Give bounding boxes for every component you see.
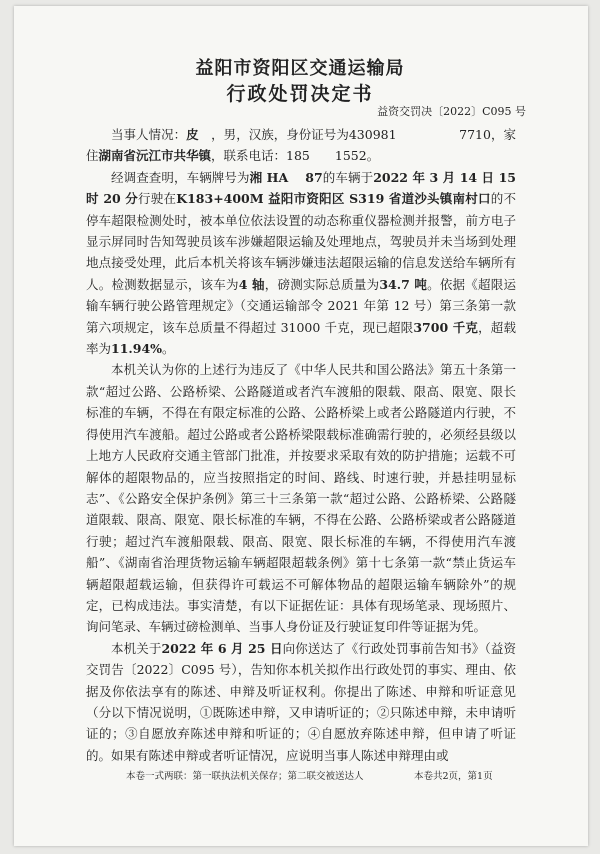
party-id-info: ，男，汉族，身份证号为430981 7710，家住 xyxy=(86,127,516,164)
party-address: 湖南省沅江市共华镇 xyxy=(98,148,212,164)
notification-paragraph xyxy=(86,638,516,766)
document-number: 益资交罚决〔2022〕C095 号 xyxy=(377,105,526,118)
text-segment: 向你送达了《行政处罚事前告知书》（益资交罚告〔2022〕C095 号），告知你本机关拟作出行政处罚的事实、理由、依据及你依法享有的陈述、申辩及听证权利。你提出了陈述、申辩和听证意见（分以下情况说明，①既陈述申辩，又申请听证的；②只陈述申辩，未申请听证的；③自愿放弃陈述申辩和听证的；④自愿放弃陈述申辩，但申请了听证的。如果有陈述申辩或者听证情况，应说明当事人陈述申辩理由或 xyxy=(86,640,516,763)
party-name: 皮 xyxy=(186,127,212,142)
legal-basis-paragraph: 本机关认为你的上述行为违反了《中华人民共和国公路法》第五十条第一款“超过公路、公路桥梁、公路隧道或者汽车渡船的限载、限高、限宽、限长标准的车辆，不得在有限定标准的公路、公路桥梁上或者公路隧道内行驶，不得使用汽车渡船。超过公路或者公路桥梁限载标准确需行驶的，必须经县级以上地方人民政府交通主管部门批准，并按要求采取有效的防护措施；运载不可解体的超限物品的，应当按照指定的时间、路线、时速行驶，并悬挂明显标志”、《公路安全保护条例》第三十三条第一款“超过公路、公路桥梁、公路隧道限载、限高、限宽、限长标准的车辆，不得在公路、公路桥梁或者公路隧道行驶；超过汽车渡船限载、限高、限宽、限长标准的车辆，不得使用汽车渡船”、《湖南省治理货物运输车辆超限超载条例》第十七条第一款“禁止货运车辆超限超载运输，但获得许可载运不可解体物品的超限运输车辆除外”的规定，已构成违法。事实清楚，有以下证据佐证：具体有现场笔录、现场照片、询问笔录、车辆过磅检测单、当事人身份证及行驶证复印件等证据为凭。 xyxy=(86,362,516,635)
violation-location: K183+400M 益阳市资阳区 S319 省道沙头镇南村口 xyxy=(176,191,491,207)
overweight-amount: 3700 千克 xyxy=(413,319,479,335)
text-segment: ，磅测实际总质量为 xyxy=(264,276,380,292)
text-segment: 。依据《超限运输车辆行驶公路管理规定》（交通运输部令 2021 年第 12 号）第三条第一款第六项规定，该车总质量不得超过 31000 千克，现已超限 xyxy=(86,276,516,335)
text-segment: 经调查查明，车辆牌号为 xyxy=(111,169,250,185)
text-segment: 本机关于 xyxy=(111,640,162,656)
party-label: 当事人情况： xyxy=(111,127,187,142)
party-phone: ，联系电话：185 1552。 xyxy=(211,148,380,164)
document-body xyxy=(86,124,516,766)
investigation-paragraph xyxy=(86,167,516,360)
text-segment: 。 xyxy=(162,341,175,357)
violation-datetime: 2022 年 3 月 14 日 15 时 20 分 xyxy=(86,169,516,207)
document-title: 行政处罚决定书 xyxy=(226,83,374,105)
text-segment: 的车辆于 xyxy=(322,169,374,185)
vehicle-plate: 湘 HA 87 xyxy=(249,169,323,185)
measured-weight: 34.7 吨 xyxy=(379,276,428,292)
overload-rate: 11.94% xyxy=(111,341,163,357)
copy-note: 本卷一式两联：第一联执法机关保存；第二联交被送达人 xyxy=(126,771,364,782)
text-segment: ，超载率为 xyxy=(86,319,516,357)
text-segment: 行驶在 xyxy=(138,191,177,207)
issuing-agency: 益阳市资阳区交通运输局 xyxy=(195,58,405,79)
notice-date: 2022 年 6 月 25 日 xyxy=(161,640,283,656)
party-info-paragraph xyxy=(86,124,516,167)
page-indicator: 本卷共2页，第1页 xyxy=(414,771,493,782)
axle-count: 4 轴 xyxy=(238,276,265,292)
text-segment: 的不停车超限检测处时，被本单位依法设置的动态称重仪器检测并报警，前方电子显示屏同时告知驾驶员该车涉嫌超限运输及处理地点，驾驶员并未当场到处理地点接受处理，此后本机关将该车辆涉嫌违法超限运输的信息发送给车辆所有人。检测数据显示，该车为 xyxy=(86,191,516,292)
